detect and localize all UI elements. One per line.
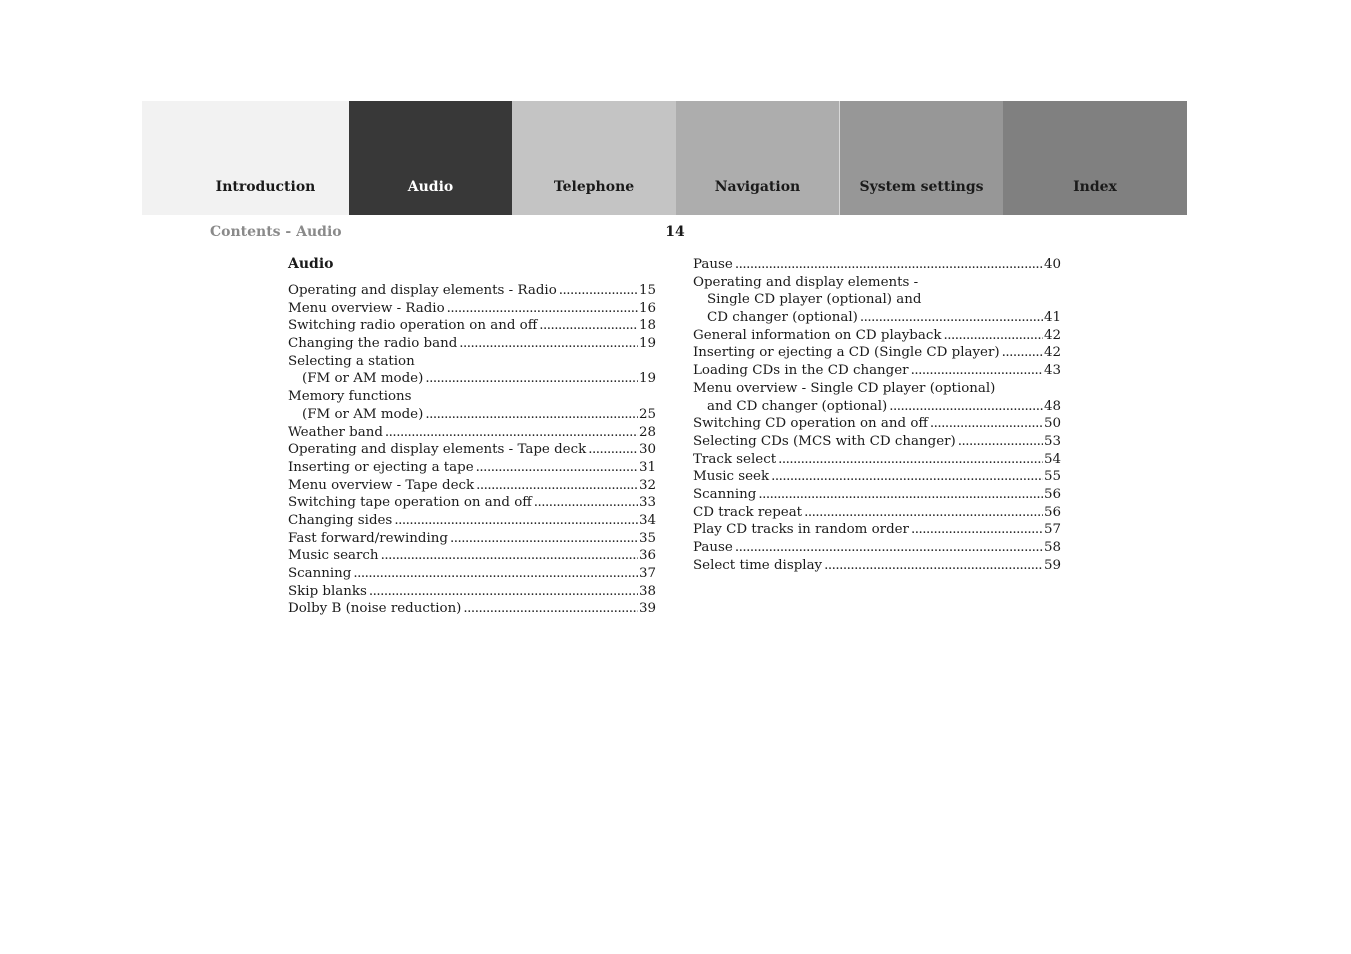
toc-page-number: 57 <box>1043 522 1061 538</box>
toc-page-number: 39 <box>638 601 656 617</box>
toc-page-number: 34 <box>638 512 656 528</box>
toc-leader-dots <box>476 477 638 495</box>
toc-page-number: 41 <box>1043 310 1061 326</box>
toc-leader-dots <box>1002 344 1043 362</box>
toc-entry[interactable] <box>288 406 656 424</box>
toc-entry-title: CD track repeat <box>693 504 803 520</box>
toc-entry-title: Switching CD operation on and off <box>693 416 928 432</box>
chapter-tabs <box>142 101 1187 215</box>
toc-entry[interactable] <box>693 468 1061 486</box>
toc-leader-dots <box>425 370 638 388</box>
toc-entry-title: Fast forward/rewinding <box>288 530 448 546</box>
tab-introduction[interactable] <box>142 101 349 215</box>
toc-entry-title: Scanning <box>288 566 352 581</box>
toc-page-number: 30 <box>638 442 656 458</box>
toc-entry-title: Loading CDs in the CD changer <box>693 363 909 379</box>
toc-entry-title: Scanning <box>693 486 757 502</box>
toc-leader-dots <box>450 530 638 548</box>
toc-page-number: 42 <box>1043 327 1061 343</box>
toc-entry-line: Selecting a station <box>288 353 415 369</box>
toc-leader-dots <box>559 282 638 300</box>
toc-leader-dots <box>353 565 638 583</box>
toc-page-number: 58 <box>1043 540 1061 555</box>
toc-leader-dots <box>539 317 638 335</box>
toc-entry[interactable] <box>693 362 1061 380</box>
toc-entry-line: Operating and display elements - <box>693 274 919 290</box>
toc-entry[interactable] <box>693 451 1061 469</box>
toc-leader-dots <box>588 441 638 459</box>
toc-leader-dots <box>385 424 638 442</box>
toc-leader-dots <box>394 512 638 530</box>
toc-right-list <box>693 256 1061 574</box>
toc-left-list <box>288 282 656 618</box>
toc-page-number: 53 <box>1043 433 1061 449</box>
toc-page-number: 43 <box>1043 363 1061 379</box>
toc-entry[interactable] <box>693 557 1061 575</box>
toc-leader-dots <box>534 494 638 512</box>
toc-entry-title: CD changer (optional) <box>707 310 858 326</box>
toc-entry[interactable] <box>693 398 1061 416</box>
toc-entry-title: Operating and display elements - Radio <box>288 283 557 298</box>
toc-entry-title: Changing sides <box>288 512 393 528</box>
toc-leader-dots <box>889 398 1043 416</box>
toc-entry[interactable] <box>693 415 1061 433</box>
toc-page-number: 18 <box>638 318 656 334</box>
toc-entry[interactable] <box>288 600 656 618</box>
toc-leader-dots <box>463 600 638 618</box>
toc-entry-title: Inserting or ejecting a CD (Single CD player) <box>693 345 1000 361</box>
toc-leader-dots <box>459 335 638 353</box>
toc-entry-title: Menu overview - Radio <box>288 300 445 316</box>
toc-left-column <box>288 256 656 618</box>
toc-entry-title: Pause <box>693 257 733 272</box>
toc-leader-dots <box>930 415 1043 433</box>
toc-entry[interactable] <box>288 335 656 353</box>
toc-page-number: 50 <box>1043 416 1061 432</box>
toc-leader-dots <box>771 468 1043 486</box>
toc-entry[interactable] <box>693 521 1061 539</box>
toc-leader-dots <box>958 433 1043 451</box>
toc-entry[interactable] <box>693 344 1061 362</box>
toc-entry[interactable] <box>693 539 1061 557</box>
toc-entry-title: Inserting or ejecting a tape <box>288 459 474 475</box>
toc-leader-dots <box>381 547 638 565</box>
tab-index[interactable] <box>1003 101 1187 215</box>
tab-navigation[interactable] <box>676 101 839 215</box>
toc-entry[interactable] <box>288 282 656 300</box>
toc-entry-title: and CD changer (optional) <box>707 398 888 414</box>
toc-page-number: 38 <box>638 583 656 599</box>
toc-leader-dots <box>824 557 1043 575</box>
toc-entry-title: Skip blanks <box>288 583 367 599</box>
toc-entry-title: Weather band <box>288 424 383 440</box>
toc-entry-title: (FM or AM mode) <box>302 371 424 387</box>
toc-entry-title: Changing the radio band <box>288 336 458 352</box>
toc-leader-dots <box>447 300 638 318</box>
toc-leader-dots <box>911 362 1043 380</box>
toc-entry[interactable] <box>288 317 656 335</box>
toc-page-number: 28 <box>638 424 656 440</box>
toc-entry-title: Pause <box>693 540 733 555</box>
toc-page-number: 32 <box>638 477 656 493</box>
toc-leader-dots <box>735 256 1043 274</box>
tab-introduction-label: Introduction <box>215 179 316 195</box>
toc-page-number: 33 <box>638 495 656 511</box>
toc-leader-dots <box>778 451 1043 469</box>
toc-entry[interactable] <box>693 256 1061 274</box>
toc-page-number: 56 <box>1043 486 1061 502</box>
toc-page-number: 19 <box>638 371 656 387</box>
toc-entry[interactable] <box>288 300 656 318</box>
toc-entry-line: Single CD player (optional) and <box>707 292 922 308</box>
toc-entry[interactable] <box>288 441 656 459</box>
toc-entry-title: Select time display <box>693 557 823 573</box>
toc-page-number: 59 <box>1043 557 1061 573</box>
toc-entry-line: Memory functions <box>288 389 412 405</box>
tab-index-label: Index <box>1073 179 1117 195</box>
toc-page-number: 42 <box>1043 345 1061 361</box>
toc-leader-dots <box>476 459 638 477</box>
toc-leader-dots <box>911 521 1043 539</box>
toc-entry[interactable] <box>288 530 656 548</box>
toc-page-number: 40 <box>1043 257 1061 272</box>
toc-entry[interactable] <box>288 370 656 388</box>
toc-entry-title: Operating and display elements - Tape deck <box>288 442 587 458</box>
toc-entry[interactable] <box>693 327 1061 345</box>
tab-system-settings[interactable] <box>839 101 1003 215</box>
toc-entry[interactable] <box>288 477 656 495</box>
toc-page-number: 31 <box>638 459 656 475</box>
toc-entry-title: Menu overview - Tape deck <box>288 477 475 493</box>
toc-entry-title: Music search <box>288 548 379 564</box>
toc-entry[interactable] <box>288 459 656 477</box>
toc-entry[interactable] <box>288 547 656 565</box>
toc-entry[interactable] <box>288 512 656 530</box>
toc-page-number: 19 <box>638 336 656 352</box>
toc-entry-title: Dolby B (noise reduction) <box>288 601 462 617</box>
toc-entry-title: Music seek <box>693 469 770 485</box>
toc-entry-title: Switching radio operation on and off <box>288 318 538 334</box>
toc-leader-dots <box>804 504 1043 522</box>
toc-entry[interactable] <box>288 583 656 601</box>
toc-entry-title: Selecting CDs (MCS with CD changer) <box>693 433 956 449</box>
toc-leader-dots <box>735 539 1043 557</box>
toc-page-number: 35 <box>638 530 656 546</box>
toc-page-number: 15 <box>638 283 656 298</box>
toc-entry[interactable] <box>693 309 1061 327</box>
toc-entry-title: (FM or AM mode) <box>302 406 424 422</box>
tab-audio-label: Audio <box>407 179 454 195</box>
toc-page-number: 25 <box>638 406 656 422</box>
toc-leader-dots <box>425 406 638 424</box>
toc-leader-dots <box>860 309 1043 327</box>
section-title: Contents - Audio <box>210 224 342 240</box>
toc-page-number: 54 <box>1043 451 1061 467</box>
toc-entry[interactable] <box>693 433 1061 451</box>
toc-entry-title: Play CD tracks in random order <box>693 522 909 538</box>
toc-entry-title: General information on CD playback <box>693 327 942 343</box>
toc-entry-title: Track select <box>693 451 777 467</box>
tab-telephone-label: Telephone <box>553 179 635 195</box>
toc-leader-dots <box>758 486 1043 504</box>
tab-telephone[interactable] <box>512 101 676 215</box>
toc-entry[interactable] <box>288 565 656 583</box>
toc-heading: Audio <box>288 256 334 272</box>
toc-leader-dots <box>369 583 638 601</box>
toc-page-number: 56 <box>1043 504 1061 520</box>
toc-entry[interactable] <box>288 494 656 512</box>
tab-audio[interactable] <box>349 101 512 215</box>
toc-page-number: 16 <box>638 300 656 316</box>
toc-page-number: 55 <box>1043 469 1061 485</box>
toc-page-number: 37 <box>638 566 656 581</box>
tab-navigation-label: Navigation <box>714 179 801 195</box>
toc-page-number: 48 <box>1043 398 1061 414</box>
toc-entry-title: Switching tape operation on and off <box>288 495 532 511</box>
toc-entry[interactable] <box>693 486 1061 504</box>
page-number: 14 <box>665 224 685 240</box>
toc-entry[interactable] <box>693 504 1061 522</box>
toc-entry[interactable] <box>288 424 656 442</box>
toc-page-number: 36 <box>638 548 656 564</box>
toc-right-column <box>693 256 1061 574</box>
tab-system-settings-label: System settings <box>859 179 984 195</box>
toc-leader-dots <box>943 327 1042 345</box>
toc-entry-line: Menu overview - Single CD player (optional) <box>693 380 996 396</box>
